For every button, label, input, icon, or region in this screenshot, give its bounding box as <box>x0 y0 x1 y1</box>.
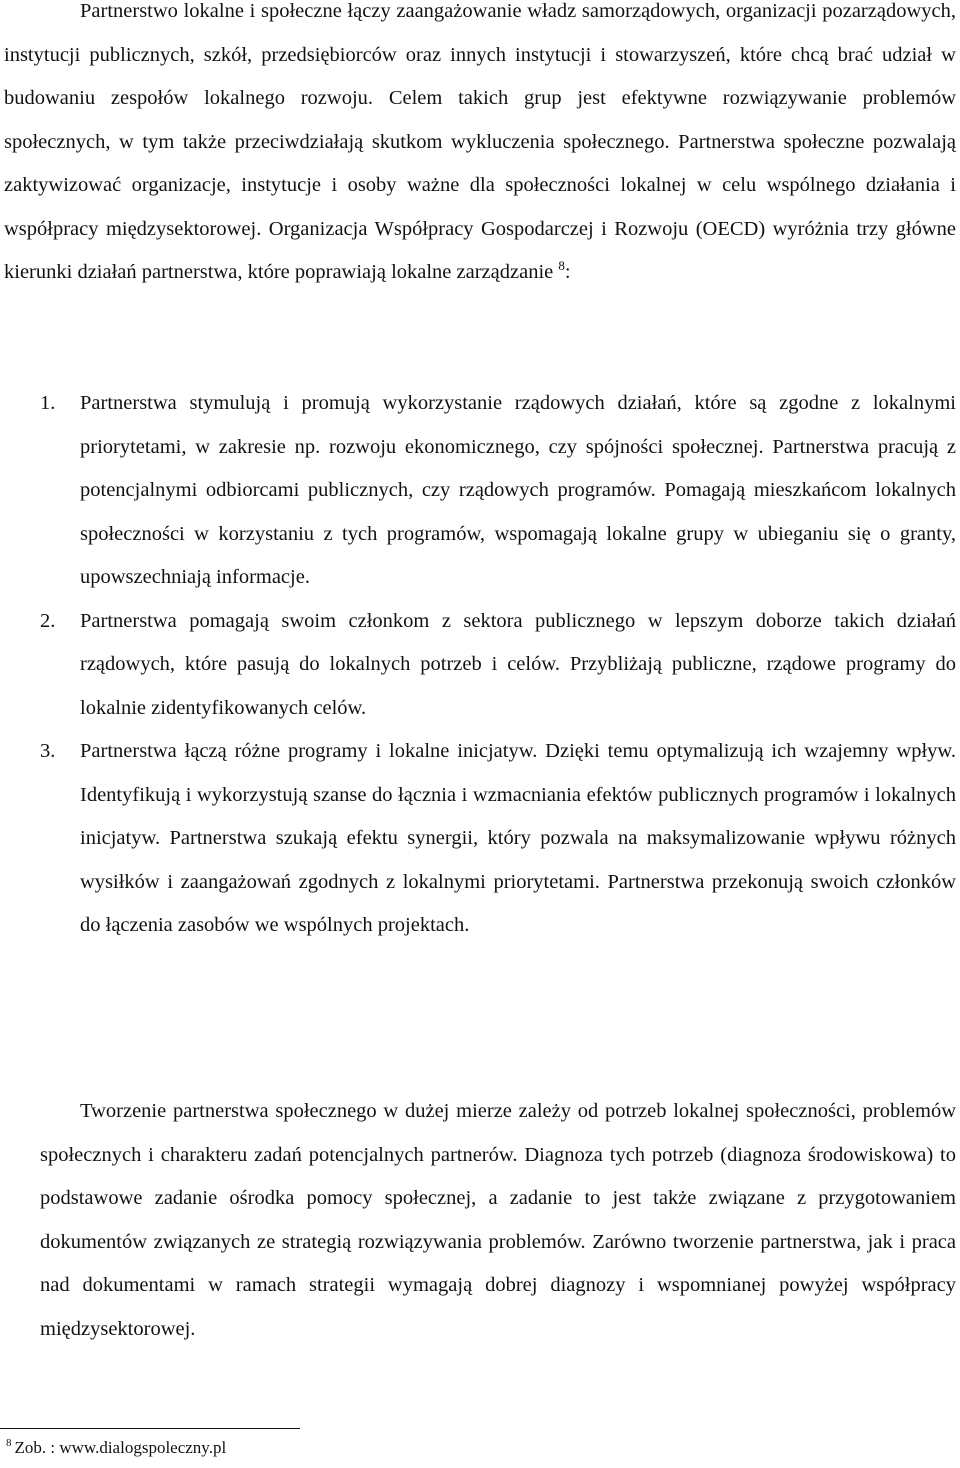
paragraph-partnership-intro <box>4 0 956 295</box>
list-item-text: Partnerstwa łączą różne programy i lokalne inicjatyw. Dzięki temu optymalizują ich wzajemny wpływ. Identyfikują i wykorzystują szanse do łącznia i wzmacniania efektów publicznych programów i lokalnych inicjatyw. Partnerstwa szukają efektu synergii, który pozwala na maksymalizowanie wpływu różnych wysiłków i zaangażowań zgodnych z lokalnymi priorytetami. Partnerstwa przekonują swoich członków do łączenia zasobów we wspólnych projektach. <box>80 740 956 936</box>
paragraph-partnership-creation <box>40 1090 956 1351</box>
footnote-mark: 8 <box>6 1437 12 1450</box>
list-item-text: Partnerstwa stymulują i promują wykorzystanie rządowych działań, które są zgodne z lokalnymi priorytetami, w zakresie np. rozwoju ekonomicznego, czy spójności społecznej. Partnerstwa pracują z potencjalnymi odbiorcami publicznych, czy rządowych programów. Pomagają mieszkańcom lokalnych społeczności w korzystaniu z tych programów, wspomagają lokalne grupy w ubieganiu się o granty, upowszechniają informacje. <box>80 392 956 588</box>
list-item-number: 1. <box>40 392 56 414</box>
footnote <box>6 1436 226 1460</box>
list-item-text: Partnerstwa pomagają swoim członkom z sektora publicznego w lepszym doborze takich działań rządowych, które pasują do lokalnych potrzeb i celów. Przybliżają publiczne, rządowe programy do lokalnie zidentyfikowanych celów. <box>80 609 956 719</box>
list-item <box>0 600 956 731</box>
footnote-divider <box>0 1428 300 1429</box>
paragraph-text: Tworzenie partnerstwa społecznego w dużej mierze zależy od potrzeb lokalnej społeczności, problemów społecznych i charakteru zadań potencjalnych partnerów. Diagnoza tych potrzeb (diagnoza środowiskowa) to podstawowe zadanie ośrodka pomocy społecznej, a zadanie to jest także związane z przygotowaniem dokumentów związanych ze strategią rozwiązywania problemów. Zarówno tworzenie partnerstwa, jak i praca nad dokumentami w ramach strategii wymagają dobrej diagnozy i wspomnianej powyżej współpracy międzysektorowej. <box>40 1100 956 1340</box>
oecd-directions-list <box>0 382 956 948</box>
paragraph-text: Partnerstwo lokalne i społeczne łączy zaangażowanie władz samorządowych, organizacji pozarządowych, instytucji publicznych, szkół, przedsiębiorców oraz innych instytucji i stowarzyszeń, które chcą brać udział w budowaniu zespołów lokalnego rozwoju. Celem takich grup jest efektywne rozwiązywanie problemów społecznych, w tym także przeciwdziałają skutkom wykluczenia społecznego. Partnerstwa społeczne pozwalają zaktywizować organizacje, instytucje i osoby ważne dla społeczności lokalnej w celu wspólnego działania i współpracy międzysektorowej. Organizacja Współpracy Gospodarczej i Rozwoju (OECD) wyróżnia trzy główne kierunki działań partnerstwa, które poprawiają lokalne zarządzanie <box>4 0 956 283</box>
paragraph-colon: : <box>564 261 571 283</box>
footnote-text: Zob. : www.dialogspoleczny.pl <box>14 1438 227 1457</box>
list-item-number: 3. <box>40 740 56 762</box>
list-item <box>0 730 956 948</box>
footnote-reference[interactable]: 8 <box>558 258 565 274</box>
list-item-number: 2. <box>40 609 56 632</box>
list-item <box>0 382 956 600</box>
